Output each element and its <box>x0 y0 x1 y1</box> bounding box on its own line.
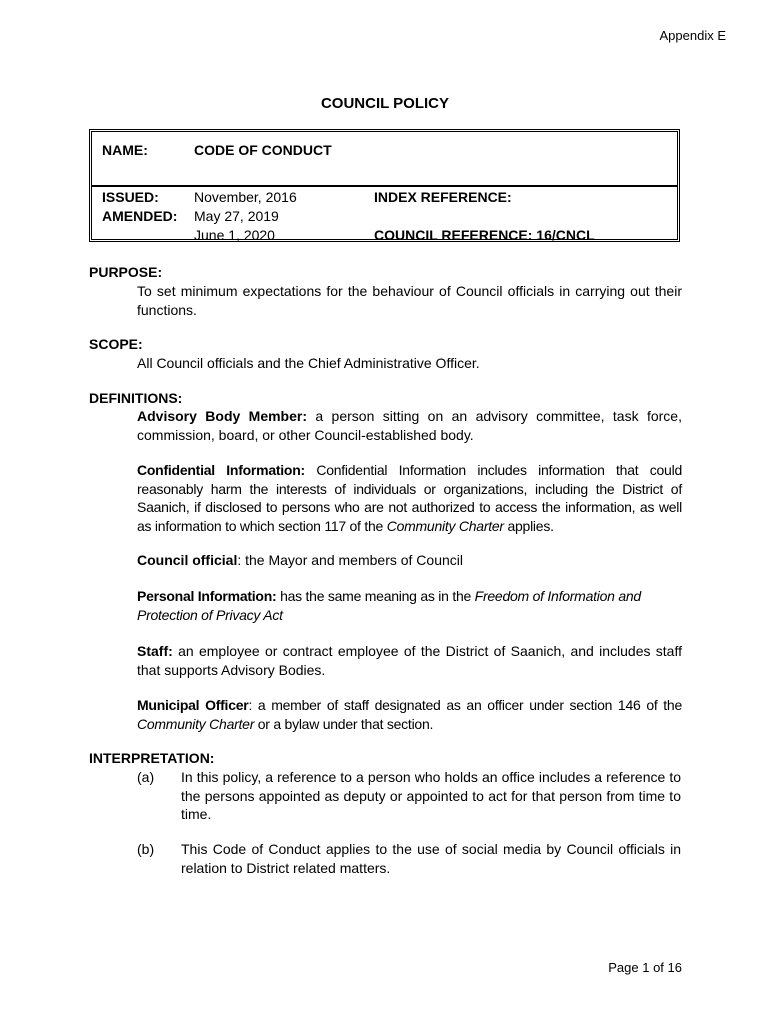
definition-term: Council official <box>137 552 238 568</box>
purpose-text: To set minimum expectations for the behaviour of Council officials in carrying out their functions. <box>137 283 682 318</box>
interpretation-item-text: This Code of Conduct applies to the use of social media by Council officials in relation to District related matters. <box>181 841 681 876</box>
policy-header-table <box>89 129 680 242</box>
definition-text: a person sitting on an advisory committee, task force, commission, board, or other Council-established body. <box>137 408 682 443</box>
definition-confidential-information <box>137 461 682 535</box>
scope-text: All Council officials and the Chief Administrative Officer. <box>137 355 480 371</box>
name-value: CODE OF CONDUCT <box>194 142 332 158</box>
amended-value-1: May 27, 2019 <box>194 208 279 224</box>
definition-personal-information <box>137 587 682 624</box>
interpretation-heading: INTERPRETATION: <box>89 750 215 766</box>
page-number: Page 1 of 16 <box>608 960 682 975</box>
name-label: NAME: <box>102 142 148 158</box>
scope-heading: SCOPE: <box>89 336 143 352</box>
definition-italic: Community Charter <box>386 517 504 534</box>
definition-text: : the Mayor and members of Council <box>237 552 463 568</box>
definition-term: Personal Information: <box>137 588 277 604</box>
document-title: COUNCIL POLICY <box>320 95 450 112</box>
interpretation-item-label: (a) <box>137 769 155 785</box>
amended-label: AMENDED: <box>102 208 178 224</box>
definition-term: Municipal Officer <box>137 697 249 713</box>
interpretation-item-label: (b) <box>137 841 155 857</box>
index-reference: INDEX REFERENCE: <box>374 189 512 205</box>
issued-label: ISSUED: <box>102 189 159 205</box>
definition-term: Staff: <box>137 643 173 659</box>
definition-text: applies. <box>503 517 554 534</box>
definition-term: Confidential Information: <box>137 462 305 478</box>
definition-council-official <box>137 551 682 570</box>
definition-advisory-body-member <box>137 407 682 444</box>
definition-italic: Freedom of Information and Protection of Privacy Act <box>137 588 641 623</box>
definition-text: : a member of staff designated as an officer under section 146 of the <box>248 697 683 713</box>
amended-value-2: June 1, 2020 <box>194 227 275 243</box>
definition-text: Confidential Information includes information that could reasonably harm the interests of individuals or organizations, including the District of Saanich, if disclosed to persons who are not authorized to access the information, as well as information to which section 117 of the <box>137 462 682 534</box>
definition-municipal-officer <box>137 696 682 733</box>
definition-text: or a bylaw under that section. <box>254 715 434 732</box>
definition-italic: Community Charter <box>137 715 255 732</box>
definitions-heading: DEFINITIONS: <box>89 390 183 406</box>
definition-text: an employee or contract employee of the District of Saanich, and includes staff that supports Advisory Bodies. <box>137 643 682 678</box>
issued-value: November, 2016 <box>194 189 297 205</box>
definition-term: Advisory Body Member: <box>137 408 308 424</box>
header-divider <box>92 185 677 187</box>
definition-text: has the same meaning as in the <box>276 588 475 604</box>
appendix-label: Appendix E <box>659 28 726 43</box>
purpose-heading: PURPOSE: <box>89 264 163 280</box>
definition-staff <box>137 642 682 679</box>
interpretation-item-text: In this policy, a reference to a person who holds an office includes a reference to the persons appointed as deputy or appointed to act for that person from time to time. <box>181 769 681 822</box>
council-reference: COUNCIL REFERENCE: 16/CNCL <box>374 227 595 243</box>
